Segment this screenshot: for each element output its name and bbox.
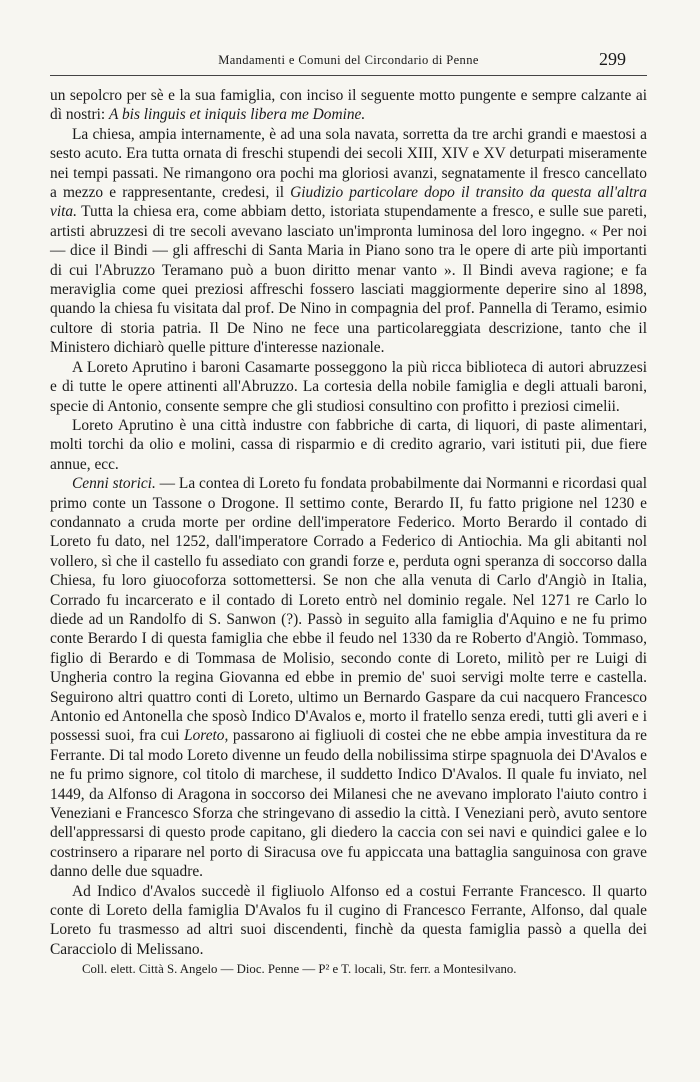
paragraph-text: un sepolcro per sè e la sua famiglia, con inciso il seguente motto pungente e sempre calzante ai dì nostri: xyxy=(50,87,647,124)
paragraph-2 xyxy=(50,125,647,358)
paragraph-text: La chiesa, ampia internamente, è ad una sola navata, sorretta da tre archi grandi e maestosi a sesto acuto. Era tutta ornata di freschi stupendi dei secoli XIII, XIV e XV deturpati miseramente nei tempi passati. Ne rimangono ora pochi ma gloriosi avanzi, segnatamente il fresco cancellato a mezzo e rappresentante, credesi, il xyxy=(50,125,647,202)
paragraph-text: Loreto Aprutino è una città industre con fabbriche di carta, di liquori, di paste alimentari, molti torchi da olio e molini, cassa di risparmio e di credito agrario, vari istituti pii, due fiere annue, ecc. xyxy=(50,416,647,473)
body-text xyxy=(50,86,647,977)
paragraph-5 xyxy=(50,474,647,882)
fresco-title: Giudizio particolare dopo il transito da questa all'altra vita. xyxy=(50,184,647,221)
paragraph-3 xyxy=(50,358,647,416)
footnote: Coll. elett. Città S. Angelo — Dioc. Penne — P² e T. locali, Str. ferr. a Montesilvano. xyxy=(82,962,517,977)
paragraph-6 xyxy=(50,882,647,960)
paragraph-text: — La contea di Loreto fu fondata probabilmente dai Normanni e ricordasi qual primo conte un Tassone o Drogone. Il settimo conte, Berardo II, fu fatto prigione nel 1230 e condannato a cruda morte per ordine dell'imperatore Federico. Morto Berardo il contado di Loreto fu dato, nel 1252, dall'imperatore Corrado a Federico di Antiochia. Ma gli abitanti nol vollero, sì che il castello fu assediato con grandi forze e, perduta ogni speranza di soccorso dalla Chiesa, fu loro giuocoforza sottomettersi. Se non che alla venuta di Carlo d'Angiò in Italia, Corrado fu incarcerato e il contado di Loreto entrò nel dominio regale. Nel 1271 re Carlo lo diede ad un Randolfo di S. Sanwon (?). Passò in seguito alla famiglia d'Aquino e ne fu primo conte Berardo I di questa famiglia che ebbe il feudo nel 1330 da re Roberto d'Angiò. Tommaso, figlio di Berardo e di Tommasa de Molisio, secondo conte di Loreto, militò per re Luigi di Ungheria contro la regina Giovanna ed ebbe in premio de' suoi servigi molte terre e castella. Seguirono altri quattro conti di Loreto, ultimo un Bernardo Gaspare da cui nacquero Francesco Antonio ed Antonella che sposò Indico D'Avalos e, morto il fratello senza eredi, tutti gli averi e i possessi suoi, fra cui xyxy=(50,475,647,745)
running-header xyxy=(50,49,647,76)
running-title: Mandamenti e Comuni del Circondario di Penne xyxy=(218,53,479,67)
latin-motto: A bis linguis et iniquis libera me Domine. xyxy=(109,106,366,124)
page-number: 299 xyxy=(599,49,626,69)
paragraph-text: A Loreto Aprutino i baroni Casamarte posseggono la più ricca biblioteca di autori abruzzesi e di tutte le opere attinenti all'Abruzzo. La cortesia della nobile famiglia e degli attuali baroni, specie di Antonio, consente sempre che gli studiosi consultino con profitto i preziosi cimelii. xyxy=(50,358,647,415)
italic-place: Loreto, xyxy=(184,727,229,745)
paragraph-text: Tutta la chiesa era, come abbiam detto, istoriata stupendamente a fresco, e sulle sue pareti, artisti abruzzesi di tre secoli avevano lasciato un'impronta luminosa del loro ingegno. « Per noi — dice il Bindi — gli affreschi di Santa Maria in Piano sono tra le opere di arte più importanti di cui l'Abruzzo Teramano può a buon diritto menar vanto ». Il Bindi aveva ragione; e fa meraviglia come quei preziosi affreschi fossero lasciati maggiormente deperire sino al 1898, quando la chiesa fu visitata dal prof. De Nino in compagnia del prof. Pannella di Teramo, esimio cultore di storia patria. Il De Nino ne fece una particolareggiata descrizione, tanto che il Ministero dichiarò quelle pitture d'interesse nazionale. xyxy=(50,203,647,357)
paragraph-1 xyxy=(50,86,647,125)
paragraph-4 xyxy=(50,416,647,474)
paragraph-text: Ad Indico d'Avalos succedè il figliuolo Alfonso ed a costui Ferrante Francesco. Il quarto conte di Loreto della famiglia D'Avalos fu il cugino di Francesco Ferrante, Alfonso, dal quale Loreto fu trasmesso ad altri suoi discendenti, finchè da questa famiglia passò a quella dei Caracciolo di Melissano. xyxy=(50,882,647,958)
section-heading: Cenni storici. xyxy=(72,475,156,493)
page xyxy=(50,49,648,977)
paragraph-text: passarono ai figliuoli di costei che ne ebbe ampia investitura da re Ferrante. Di tal modo Loreto divenne un feudo della nobilissima stirpe spagnuola dei D'Avalos e ne fu primo signore, col titolo di marchese, il suddetto Indico D'Avalos. Il quale fu inviato, nel 1449, da Alfonso di Aragona in soccorso dei Milanesi che ne avevano implorato l'aiuto contro i Veneziani e Francesco Sforza che stringevano di assedio la città. I Veneziani però, avuto sentore dell'appressarsi di questo prode capitano, gli diedero la caccia con sei navi e quindici galee e lo costrinsero a riparare nel porto di Siracusa ove fu appiccata una battaglia sanguinosa con grave danno delle due squadre. xyxy=(50,727,648,881)
